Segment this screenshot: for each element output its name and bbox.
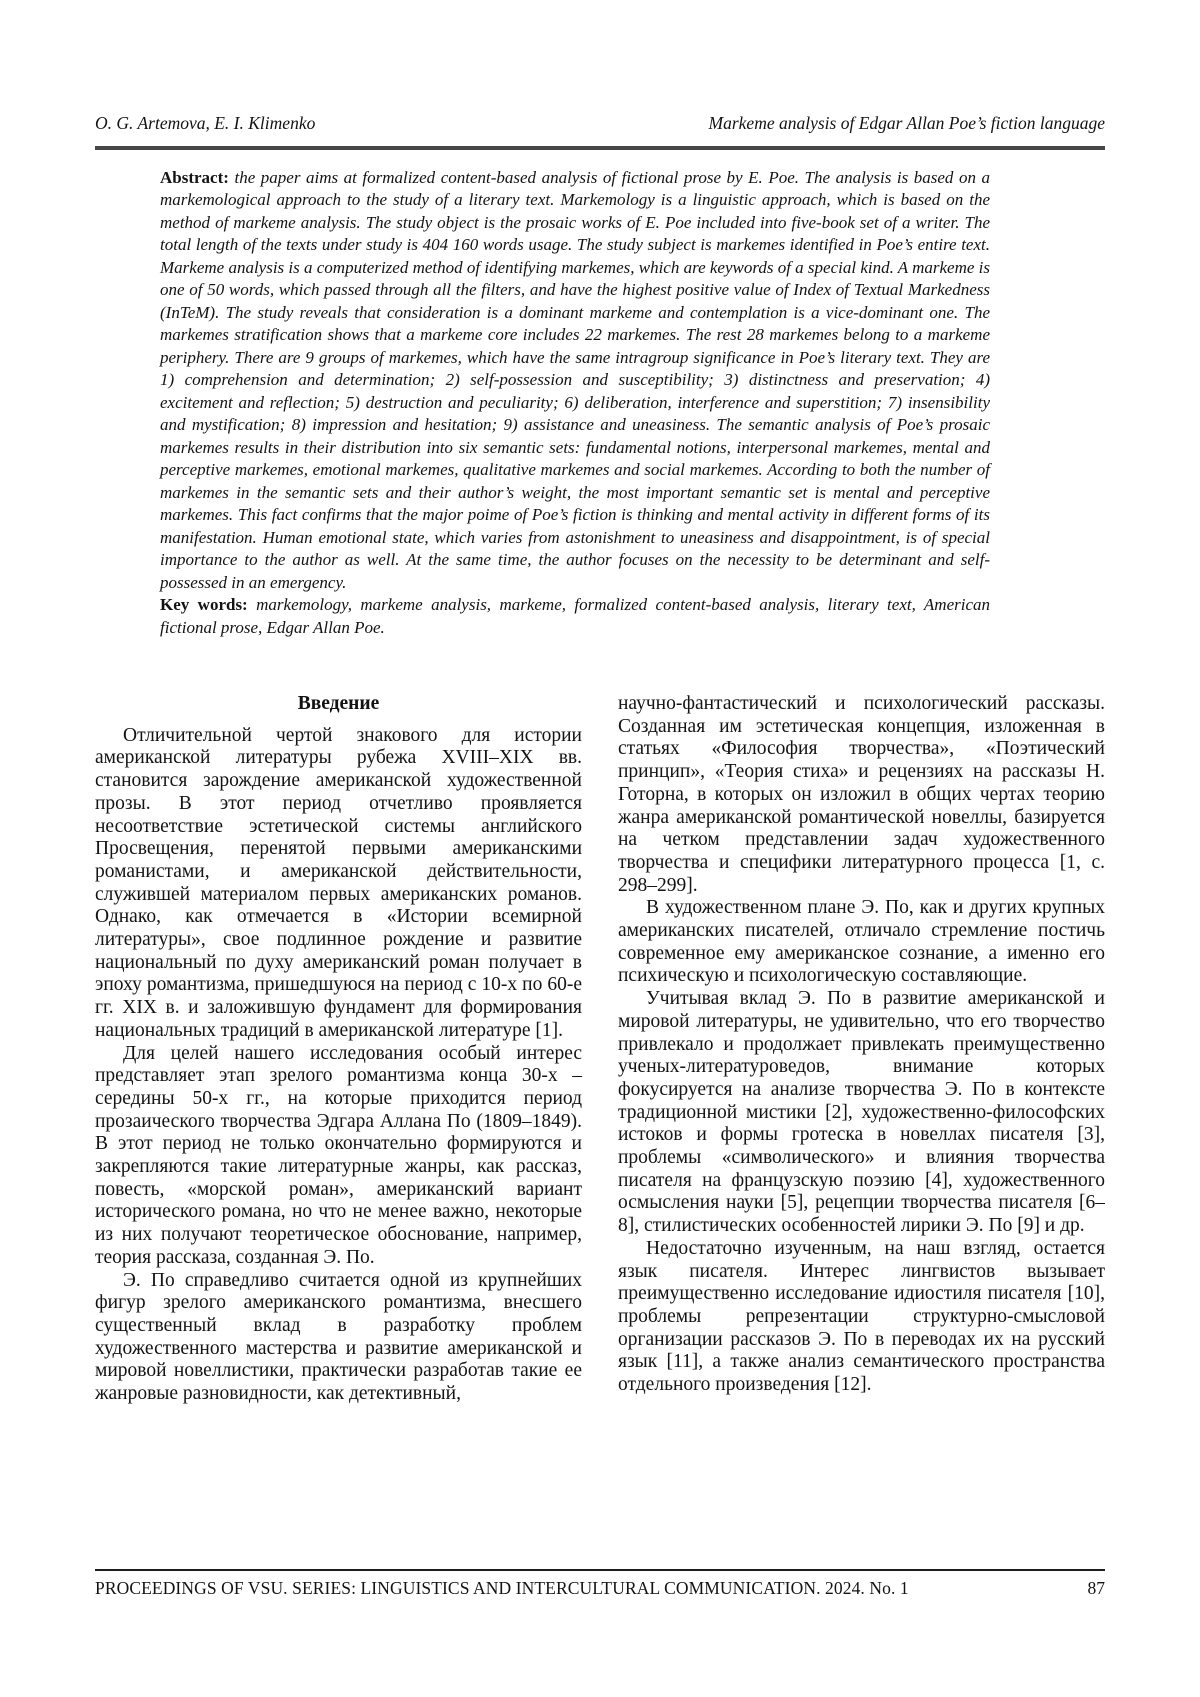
body-paragraph-continuation: научно-фантастический и психологический рассказы. Созданная им эстетическая концепция, изложенная в статьях «Философия творчества», «Поэтический принцип», «Теория стиха» и рецензиях на рассказы Н. Готорна, в которых он изложил в общих чертах теорию жанра американской романтической новеллы, базируется на четком представлении задач художественного творчества и специфики литературного процесса [1, с. 298–299].: [618, 693, 1105, 896]
header-rule: [95, 146, 1105, 150]
running-header: [95, 112, 1105, 134]
abstract-text: the paper aims at formalized content-based analysis of fictional prose by E. Poe. The analysis is based on a markemological approach to the study of a literary text. Markemology is a linguistic approach, which is based on the method of markeme analysis. The study object is the prosaic works of E. Poe included into five-book set of a writer. The total length of the texts under study is 404 160 words usage. The study subject is markemes identified in Poe’s entire text. Markeme analysis is a computerized method of identifying markemes, which are keywords of a special kind. A markeme is one of 50 words, which passed through all the filters, and have the highest positive value of Index of Textual Markedness (InTeM). The study reveals that consideration is a dominant markeme and contemplation is a vice-dominant one. The markemes stratification shows that a markeme core includes 22 markemes. The rest 28 markemes belong to a markeme periphery. There are 9 groups of markemes, which have the same intragroup significance in Poe’s literary text. They are 1) comprehension and determination; 2) self-possession and susceptibility; 3) distinctness and preservation; 4) excitement and reflection; 5) destruction and peculiarity; 6) deliberation, interference and superstition; 7) insensibility and mystification; 8) impression and hesitation; 9) assistance and uneasiness. The semantic analysis of Poe’s prosaic markemes results in their distribution into six semantic sets: fundamental notions, interpersonal markemes, mental and perceptive markemes, emotional markemes, qualitative markemes and social markemes. According to both the number of markemes in the semantic sets and their author’s weight, the most important semantic set is mental and perceptive markemes. This fact confirms that the major poime of Poe’s fiction is thinking and mental activity in different forms of its manifestation. Human emotional state, which varies from astonishment to uneasiness and disappointment, is of special importance to the author as well. At the same time, the author focuses on the necessity to be determinant and self-possessed in an emergency.: [160, 167, 991, 592]
running-header-title: Markeme analysis of Edgar Allan Poe’s fiction language: [708, 113, 1105, 133]
footer-row: [95, 1571, 1105, 1599]
page-number: 87: [1087, 1578, 1105, 1598]
body-paragraph: Недостаточно изученным, на наш взгляд, остается язык писателя. Интерес лингвистов вызывает преимущественно исследование идиостиля писателя [10], проблемы репрезентации структурно-смысловой организации рассказов Э. По в переводах их на русский язык [11], а также анализ семантического пространства отдельного произведения [12].: [618, 1237, 1105, 1396]
keywords-text: markemology, markeme analysis, markeme, formalized content-based analysis, literary text, American fictional prose, Edgar Allan Poe.: [160, 595, 991, 637]
introduction-heading: Введение: [297, 693, 380, 714]
body-paragraph: Учитывая вклад Э. По в развитие американской и мировой литературы, не удивительно, что его творчество привлекало и продолжает привлекать преимущественно ученых-литературоведов, внимание которых фокусируется на анализе творчества Э. По в контексте традиционной мистики [2], художественно-философских истоков и формы гротеска в новеллах писателя [3], проблемы «символического» и влияния творчества писателя на французскую поэзию [4], художественного осмысления науки [5], рецепции творчества писателя [6–8], стилистических особенностей лирики Э. По [9] и др.: [618, 988, 1105, 1237]
abstract-paragraph: [160, 167, 990, 595]
left-column: [95, 693, 582, 1406]
body-paragraph: Э. По справедливо считается одной из крупнейших фигур зрелого американского романтизма, внесшего существенный вклад в разработку проблем художественного мастерства и развитие американской и мировой новеллистики, практически разработав такие ее жанровые разновидности, как детективный,: [95, 1269, 582, 1405]
abstract-label: Abstract:: [160, 167, 229, 187]
page-footer: [95, 1569, 1105, 1599]
keywords-label: Key words:: [160, 595, 248, 614]
body-paragraph: В художественном плане Э. По, как и других крупных американских писателей, отличало стремление постичь современное ему американское сознание, а именно его психическую и психологическую составляющие.: [618, 897, 1105, 987]
running-header-authors: O. G. Artemova, E. I. Klimenko: [95, 113, 316, 133]
keywords-paragraph: [160, 594, 990, 639]
footer-journal-line: PROCEEDINGS OF VSU. SERIES: LINGUISTICS AND INTERCULTURAL COMMUNICATION. 2024. No. 1: [95, 1578, 909, 1598]
two-column-body: [95, 693, 1105, 1406]
body-paragraph: Для целей нашего исследования особый интерес представляет этап зрелого романтизма конца 30-х – середины 50-х гг., на которые приходится период прозаического творчества Эдгара Аллана По (1809–1849). В этот период не только окончательно формируются и закрепляются такие литературные жанры, как рассказ, повесть, «морской роман», американский вариант исторического романа, но что не менее важно, некоторые из них получают теоретическое обоснование, например, теория рассказа, созданная Э. По.: [95, 1042, 582, 1268]
body-paragraph: Отличительной чертой знакового для истории американской литературы рубежа XVIII–XIX вв. становится зарождение американской художественной прозы. В этот период отчетливо проявляется несоответствие эстетической системы английского Просвещения, перенятой первыми американскими романистами, и американской действительности, служившей материалом первых американских романов. Однако, как отмечается в «Истории всемирной литературы», свое подлинное рождение и развитие национальный по духу американский роман получает в эпоху романтизма, пришедшуюся на период с 10-х по 60-е гг. XIX в. и заложившую фундамент для формирования национальных традиций в американской литературе [1].: [95, 724, 582, 1041]
abstract-section: [160, 167, 990, 640]
right-column: [618, 693, 1105, 1406]
